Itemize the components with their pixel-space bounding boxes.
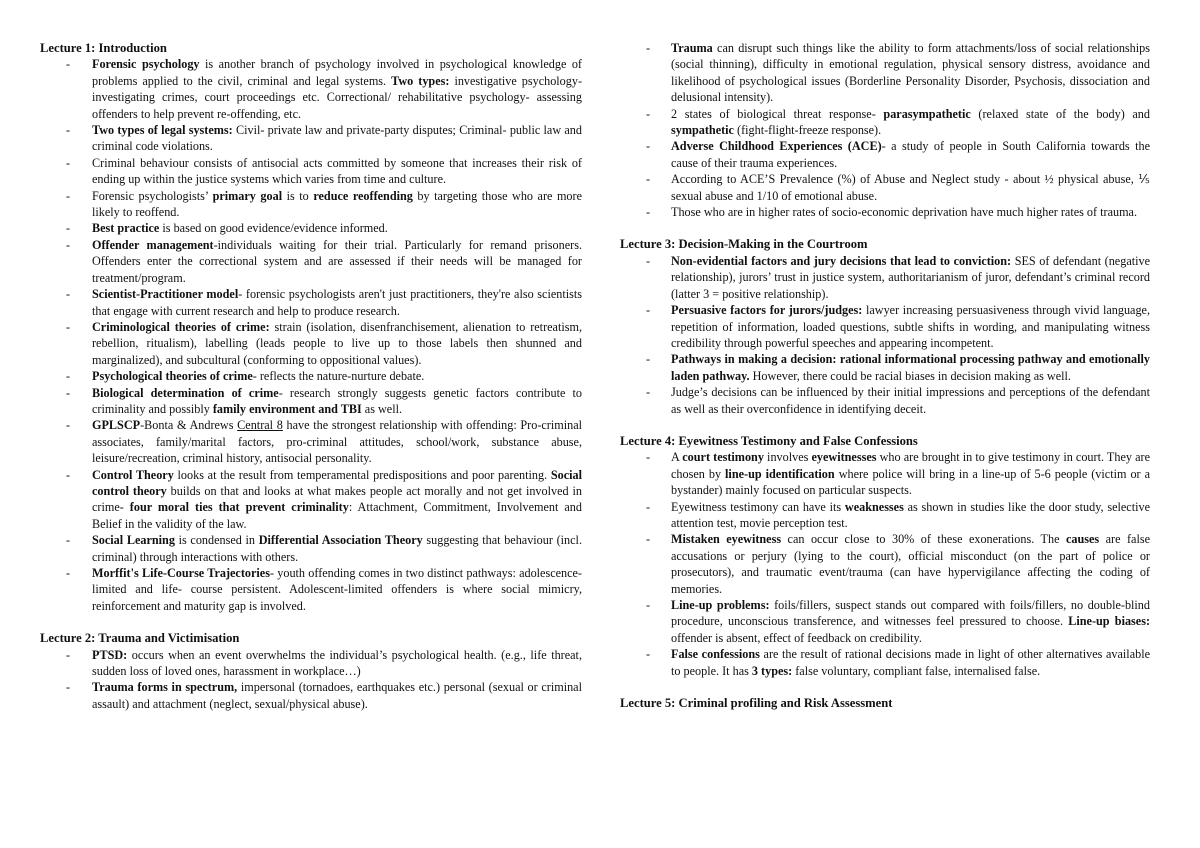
bullet-item: [620, 597, 1150, 646]
bullet-item: [620, 302, 1150, 351]
text-run: - forensic psychologists aren't just practitioners, they're also scientists that engage with current research and help to produce research.: [92, 287, 582, 318]
bold-term: sympathetic: [671, 123, 734, 138]
text-run: can disrupt such things like the ability to form attachments/loss of social relationships (social thinning), difficulty in emotional regulation, physical sensory distress, avoidance and likelihood of psychological issues (Borderline Personality Disorder, Psychosis, dissociation and delusional intensity).: [671, 41, 1150, 105]
text-run: occurs when an event overwhelms the individual’s psychological health. (e.g., life threat, sudden loss of loved ones, harassment in workplace…): [92, 647, 582, 679]
bullet-item: [620, 351, 1150, 384]
bold-term: Line-up biases:: [1068, 614, 1150, 629]
text-run: as shown in studies like the door study, selective attention test, movie perception test.: [671, 499, 1150, 530]
bold-term: causes: [1065, 532, 1100, 547]
bold-term: family environment and TBI: [212, 401, 362, 416]
right-column: [620, 40, 1150, 711]
bold-term: Mistaken eyewitness: [671, 532, 782, 547]
bullet-item: [40, 155, 582, 188]
bold-term: Pathways in making a decision: rational informational processing pathway and emotionally laden pathway.: [671, 352, 1150, 383]
bold-term: reduce reoffending: [313, 188, 413, 203]
bullet-item: [40, 417, 582, 466]
lecture-heading: Lecture 5: Criminal profiling and Risk Assessment: [620, 696, 893, 711]
text-run: - reflects the nature-nurture debate.: [252, 369, 425, 384]
bold-term: Psychological theories of crime: [92, 369, 253, 384]
bold-term: Differential Association Theory: [258, 533, 423, 548]
bold-term: Control Theory: [92, 467, 174, 482]
bold-term: Line-up problems:: [671, 598, 770, 612]
bullet-item: [620, 253, 1150, 302]
bold-term: court testimony: [682, 450, 764, 465]
bullet-item: [40, 532, 582, 565]
text-run: foils/fillers, suspect stands out compared with foils/fillers, no double-blind procedure, unconscious transference, and witnesses feel pressured to choose.: [671, 598, 1150, 629]
bold-term: parasympathetic: [883, 106, 971, 121]
bold-term: Biological determination of crime: [92, 385, 279, 400]
bullet-item: [620, 106, 1150, 139]
bullet-item: [620, 40, 1150, 106]
text-run: Civil- private law and private-party disputes; Criminal- public law and criminal code violations.: [92, 123, 582, 154]
text-run: 2 states of biological threat response-: [671, 106, 884, 121]
bold-term: False confessions: [671, 647, 760, 662]
text-run: Forensic psychologists’: [92, 188, 213, 203]
text-run: false voluntary, compliant false, internalised false.: [792, 663, 1041, 678]
bullet-item: [40, 56, 582, 122]
bullet-list: [40, 647, 582, 713]
bullet-item: [620, 531, 1150, 597]
text-run: as well.: [361, 401, 403, 416]
bold-term: Two types:: [391, 73, 450, 88]
bold-term: Criminological theories of crime:: [92, 319, 270, 334]
bullet-item: [40, 368, 582, 384]
bullet-item: [620, 384, 1150, 417]
bullet-item: [40, 319, 582, 368]
bold-term: primary goal: [212, 188, 283, 203]
text-run: involves: [763, 450, 812, 465]
bold-term: Morffit's Life-Course Trajectories: [92, 566, 270, 580]
bold-term: Non-evidential factors and jury decisions that lead to conviction:: [671, 253, 1012, 268]
text-run: Criminal behaviour consists of antisocial acts committed by someone that increases their risk of ending up within the justice systems which varies from time and culture.: [92, 155, 582, 187]
bullet-item: [40, 122, 582, 155]
bold-term: Best practice: [92, 221, 160, 236]
text-run: impersonal (tornadoes, earthquakes etc.) personal (sexual or criminal assault) and attachment (neglect, sexual/physical abuse).: [92, 680, 582, 711]
bold-term: Scientist-Practitioner model: [92, 287, 239, 302]
text-run: - research strongly suggests genetic factors contribute to criminality and possibly: [92, 385, 583, 416]
bold-term: Social control theory: [92, 467, 583, 498]
bullet-item: [40, 565, 582, 614]
bullet-item: [40, 467, 582, 533]
bold-term: Two types of legal systems:: [92, 123, 233, 138]
lecture-heading: Lecture 2: Trauma and Victimisation: [40, 631, 240, 646]
text-run: by targeting those who are more likely to reoffend.: [92, 188, 582, 220]
bullet-item: [620, 499, 1150, 532]
text-run: suggesting that behaviour (incl. criminal) through interactions with others.: [92, 533, 582, 564]
text-run: investigative psychology- investigating crimes, court proceedings etc. Correctional/ rehabilitative psychology- assessing offenders to help prevent re-offending, etc.: [92, 73, 583, 121]
bold-term: weaknesses: [844, 499, 904, 514]
text-run: lawyer increasing persuasiveness through vivid language, repetition of information, loaded questions, subtle shifts in wording, and manipulating witness credibility through powerful speeches and appearing incompetent.: [671, 303, 1150, 350]
bullet-list: [620, 449, 1150, 679]
bold-term: GPLSCP: [92, 418, 141, 433]
text-run: (fight-flight-freeze response).: [733, 123, 882, 138]
bold-term: 3 types:: [751, 663, 793, 678]
bold-term: Adverse Childhood Experiences (ACE): [671, 139, 882, 154]
text-run: is another branch of psychology involved in psychological knowledge of problems applied to the civil, criminal and legal systems.: [92, 57, 582, 88]
text-run: offender is absent, effect of feedback on credibility.: [671, 630, 922, 645]
bullet-item: [40, 188, 582, 221]
text-run: can occur close to 30% of these exonerations. The: [781, 532, 1066, 547]
text-run: - a study of people in South California towards the cause of their trauma experiences.: [671, 139, 1151, 170]
bold-term: Trauma: [671, 41, 713, 55]
text-run: Judge’s decisions can be influenced by their initial impressions and perceptions of the defendant as well as their overconfidence in identifying deceit.: [671, 385, 1150, 416]
bold-term: eyewitnesses: [811, 450, 877, 465]
bullet-item: [620, 138, 1150, 171]
bold-term: Social Learning: [92, 533, 175, 548]
text-run: According to ACE’S Prevalence (%) of Abuse and Neglect study - about ½ physical abuse, ⅕ sexual abuse and 1/10 of emotional abuse.: [671, 172, 1150, 203]
bullet-item: [620, 449, 1150, 498]
text-run: Those who are in higher rates of socio-economic deprivation have much higher rates of trauma.: [671, 205, 1138, 220]
lecture-heading: Lecture 3: Decision-Making in the Courtroom: [620, 237, 868, 252]
text-run: have the strongest relationship with offending: Pro-criminal associates, family/marital factors, pro-criminal attitudes, school/work, substance abuse, leisure/recreation, criminal history, antisocial personality.: [92, 418, 583, 466]
lecture-heading: Lecture 4: Eyewitness Testimony and False Confessions: [620, 433, 918, 448]
bullet-list: [620, 40, 1150, 220]
left-column: [40, 40, 582, 728]
text-run: are the result of rational decisions made in light of other alternatives available to people. It has: [671, 647, 1150, 678]
bullet-item: [40, 647, 582, 680]
bullet-item: [620, 171, 1150, 204]
text-run: are false accusations or perjury (lying to the court), official misconduct (on the part of police or prosecutors), and traumatic event/trauma (can have hypervigilance affecting the coding of memories.: [671, 532, 1151, 596]
bold-term: line-up identification: [725, 466, 835, 481]
bullet-list: [620, 253, 1150, 417]
text-run: -Bonta & Andrews: [140, 418, 238, 433]
text-run: SES of defendant (negative relationship), jurors’ trust in justice system, authoritarianism of juror, defendant’s criminal record (latter 3 = positive relationship).: [671, 253, 1150, 301]
text-run: builds on that and looks at what makes people act morally and not get involved in crime-: [92, 483, 582, 515]
bullet-list: [40, 56, 582, 614]
bullet-item: [40, 286, 582, 319]
bold-term: Offender management: [92, 237, 214, 252]
bullet-item: [620, 204, 1150, 220]
text-run: A: [671, 450, 683, 465]
bullet-item: [40, 385, 582, 418]
lecture-heading: Lecture 1: Introduction: [40, 41, 167, 55]
bold-term: Trauma forms in spectrum,: [92, 680, 238, 695]
text-run: who are brought in to give testimony in court. They are chosen by: [671, 450, 1150, 481]
text-run: -individuals waiting for their trial. Particularly for remand prisoners. Offenders enter the correctional system and are assessed if their needs will be managed for treatment/program.: [92, 237, 582, 285]
text-run: is to: [282, 188, 314, 203]
bold-term: four moral ties that prevent criminality: [129, 500, 349, 515]
text-run: where police will bring in a line-up of 5-6 people (victim or a bystander) mainly focused on particular suspects.: [671, 466, 1151, 498]
text-run: strain (isolation, disenfranchisement, alienation to retreatism, rebellion, ritualism), labelling (leads people to live up to those labels then shunned and marginalized), and subcultural (conforming to oppositional values).: [92, 319, 582, 367]
text-run: - youth offending comes in two distinct pathways: adolescence-limited and life- course persistent. Adolescent-limited offenders is where social mimicry, reinforcement and maturity gap is involved.: [92, 566, 582, 613]
bullet-item: [40, 237, 582, 286]
underlined-term: Central 8: [237, 418, 283, 433]
text-run: Eyewitness testimony can have its: [671, 499, 845, 514]
text-run: is condensed in: [174, 533, 259, 548]
bullet-item: [40, 679, 582, 712]
text-run: (relaxed state of the body) and: [970, 106, 1150, 121]
text-run: looks at the result from temperamental predispositions and poor parenting.: [173, 467, 551, 482]
bullet-item: [620, 646, 1150, 679]
text-run: However, there could be racial biases in decision making as well.: [749, 368, 1071, 383]
text-run: is based on good evidence/evidence informed.: [159, 221, 388, 236]
bold-term: PTSD:: [92, 647, 128, 662]
bold-term: Forensic psychology: [92, 57, 200, 72]
bold-term: Persuasive factors for jurors/judges:: [671, 303, 863, 318]
text-run: : Attachment, Commitment, Involvement and Belief in the validity of the law.: [92, 500, 582, 531]
bullet-item: [40, 220, 582, 236]
